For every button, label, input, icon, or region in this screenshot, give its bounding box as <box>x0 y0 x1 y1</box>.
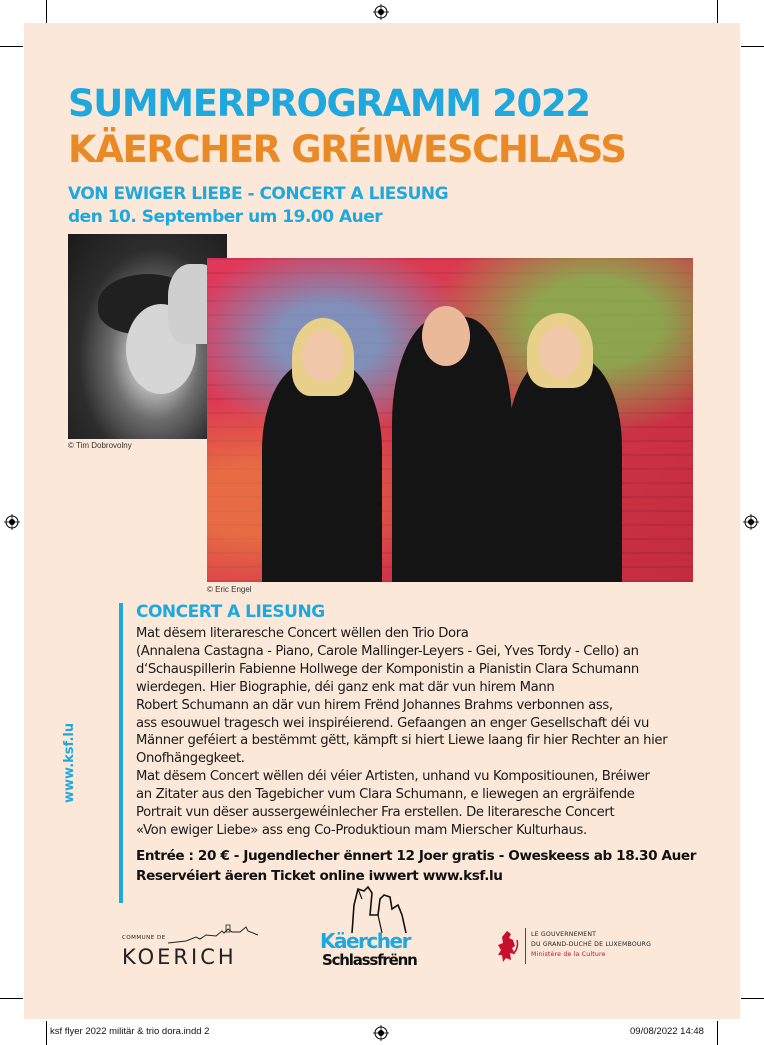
portrait-photo-credit: © Tim Dobrovolny <box>68 441 132 450</box>
logo-divider <box>525 928 526 964</box>
concert-heading: CONCERT A LIESUNG <box>136 602 325 622</box>
print-slug-filename: ksf flyer 2022 militär & trio dora.indd 2 <box>50 1026 210 1037</box>
description-line: Mat dësem literaresche Concert wëllen den Trio Dora <box>136 626 469 641</box>
description-line: ass esouwuel tragesch wei inspiréierend. Gefaangen an enger Gesellschaft déi vu <box>136 715 649 731</box>
description-line: d‘Schauspillerin Fabienne Hollwege der Komponistin a Pianistin Clara Schumann <box>136 661 639 677</box>
registration-mark-icon <box>4 514 20 530</box>
description-line: «Von ewiger Liebe» ass eng Co-Produktioun mam Mierscher Kulturhaus. <box>136 822 587 838</box>
gov-logo-line1: LE GOUVERNEMENT <box>531 931 597 938</box>
koerich-logo-name: KOERICH <box>122 945 237 969</box>
flyer-page <box>24 23 740 1019</box>
gov-logo-line2: DU GRAND-DUCHÉ DE LUXEMBOURG <box>531 941 652 948</box>
crop-mark <box>46 1021 47 1045</box>
koerich-logo <box>122 923 262 973</box>
trio-group-photo <box>207 258 693 582</box>
government-logo <box>495 928 675 968</box>
registration-mark-icon <box>373 1025 389 1041</box>
crop-mark <box>0 998 23 999</box>
description-line: Portrait vun dëser aussergewéinlecher Fra erstellen. De literaresche Concert <box>136 805 615 821</box>
red-lion-icon <box>495 928 521 964</box>
crop-mark <box>741 998 764 999</box>
koerich-logo-small-text: COMMUNE DE <box>122 935 166 941</box>
description-line: Onofhängegkeet. <box>136 751 245 767</box>
gov-logo-ministry: Ministère de la Culture <box>531 951 606 958</box>
side-website-link[interactable]: www.ksf.lu <box>62 722 77 803</box>
crop-mark <box>0 46 23 47</box>
description-line: an Zitater aus den Tagebicher vum Clara Schumann, e liewegen an ergräifende <box>136 787 635 803</box>
crop-mark <box>46 0 47 23</box>
castle-outline-icon <box>166 923 261 945</box>
description-line: Robert Schumann an där vun hirem Frënd Johannes Brahms verbonnen ass, <box>136 697 613 713</box>
concert-description <box>136 625 696 840</box>
venue-title: KÄERCHER GRÉIWESCHLASS <box>68 128 626 171</box>
portrait-photo <box>68 234 227 439</box>
group-photo-credit: © Eric Engel <box>207 585 252 594</box>
castle-ruin-icon <box>348 885 412 935</box>
kaercher-logo-line2: Schlassfrënn <box>322 951 417 969</box>
entry-price: Entrée : 20 € - Jugendlecher ënnert 12 Joer gratis - Oweskeess ab 18.30 Auer <box>136 848 697 864</box>
event-subtitle: VON EWIGER LIEBE - CONCERT A LIESUNG <box>68 184 449 204</box>
event-date: den 10. September um 19.00 Auer <box>68 207 383 227</box>
program-title: SUMMERPROGRAMM 2022 <box>68 82 590 125</box>
description-line: Männer geféiert a bestëmmt gëtt, kämpft si hiert Liewe laang fir hier Rechter an hier <box>136 733 668 749</box>
description-line: Mat dësem Concert wëllen déi véier Artisten, unhand vu Kompositiounen, Bréiwer <box>136 769 650 785</box>
crop-mark <box>717 1021 718 1045</box>
description-line: wierdegen. Hier Biographie, déi ganz enk mat där vun hirem Mann <box>136 679 555 695</box>
crop-mark <box>741 46 764 47</box>
description-line: (Annalena Castagna - Piano, Carole Mallinger-Leyers - Gei, Yves Tordy - Cello) an <box>136 643 639 659</box>
kaercher-schlassfrenn-logo <box>320 885 438 973</box>
kaercher-logo-line1: Käercher <box>320 929 410 953</box>
registration-mark-icon <box>373 4 389 20</box>
crop-mark <box>717 0 718 23</box>
accent-bar <box>119 603 123 903</box>
ticket-reservation: Reservéiert äeren Ticket online iwwert www.ksf.lu <box>136 868 503 884</box>
registration-mark-icon <box>743 514 759 530</box>
print-slug-timestamp: 09/08/2022 14:48 <box>630 1026 704 1037</box>
